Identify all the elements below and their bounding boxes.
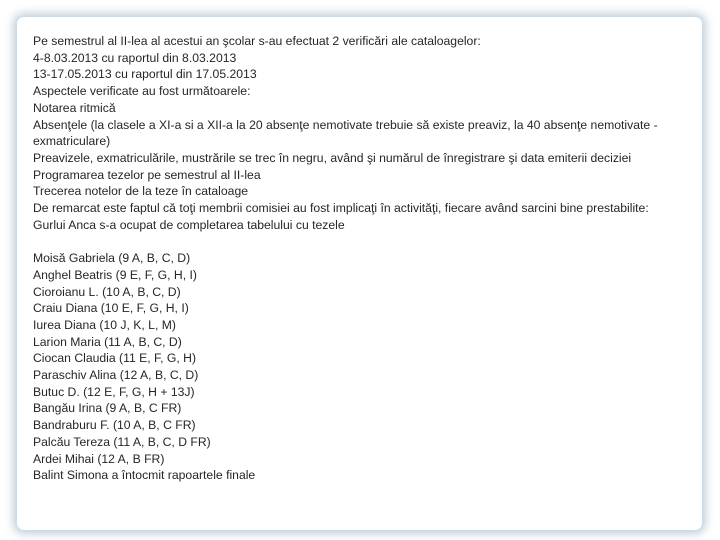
verification-2: 13-17.05.2013 cu raportul din 17.05.2013 [33, 67, 257, 82]
assignment-item: Ardei Mihai (12 A, B FR) [33, 451, 165, 466]
assignment-item: Butuc D. (12 E, F, G, H + 13J) [33, 384, 195, 399]
aspect-absences: Absenţele (la clasele a XI-a si a XII-a la 20 absenţe nemotivate trebuie să existe preaviz, la 40 absenţe nemotivate - exmatriculare) [33, 117, 658, 149]
assignment-item: Craiu Diana (10 E, F, G, H, I) [33, 301, 189, 316]
assignment-item: Moisă Gabriela (9 A, B, C, D) [33, 251, 191, 266]
aspect-exam-schedule: Programarea tezelor pe semestrul al II-lea [33, 167, 261, 182]
assignment-item: Bangău Irina (9 A, B, C FR) [33, 401, 182, 416]
aspect-grading: Notarea ritmică [33, 100, 116, 115]
final-reports-note: Balint Simona a întocmit rapoartele finale [33, 468, 256, 483]
assignment-item: Iurea Diana (10 J, K, L, M) [33, 317, 176, 332]
assignment-item: Anghel Beatris (9 E, F, G, H, I) [33, 267, 197, 282]
assignment-item: Larion Maria (11 A, B, C, D) [33, 334, 182, 349]
assignment-item: Palcău Tereza (11 A, B, C, D FR) [33, 434, 211, 449]
blank-line [33, 233, 683, 250]
intro-line: Pe semestrul al II-lea al acestui an şcolar s-au efectuat 2 verificări ale cataloagelor: [33, 34, 481, 48]
assignment-item: Ciocan Claudia (11 E, F, G, H) [33, 351, 197, 366]
aspect-notices: Preavizele, exmatriculările, mustrările se trec în negru, având şi numărul de înregistrare şi data emiterii deciziei [33, 150, 632, 165]
aspects-heading: Aspectele verificate au fost următoarele: [33, 84, 251, 99]
verification-1: 4-8.03.2013 cu raportul din 8.03.2013 [33, 50, 237, 65]
exam-table-note: Gurlui Anca s-a ocupat de completarea tabelului cu tezele [33, 217, 345, 232]
aspect-exam-grades: Trecerea notelor de la teze în cataloage [33, 184, 248, 199]
commission-remark: De remarcat este faptul că toţi membrii comisiei au fost implicaţi în activităţi, fiecare având sarcini bine prestabilite: [33, 201, 649, 216]
assignment-item: Paraschiv Alina (12 A, B, C, D) [33, 368, 199, 383]
assignment-item: Cioroianu L. (10 A, B, C, D) [33, 284, 181, 299]
report-text [33, 33, 683, 484]
assignment-item: Bandraburu F. (10 A, B, C FR) [33, 418, 196, 433]
